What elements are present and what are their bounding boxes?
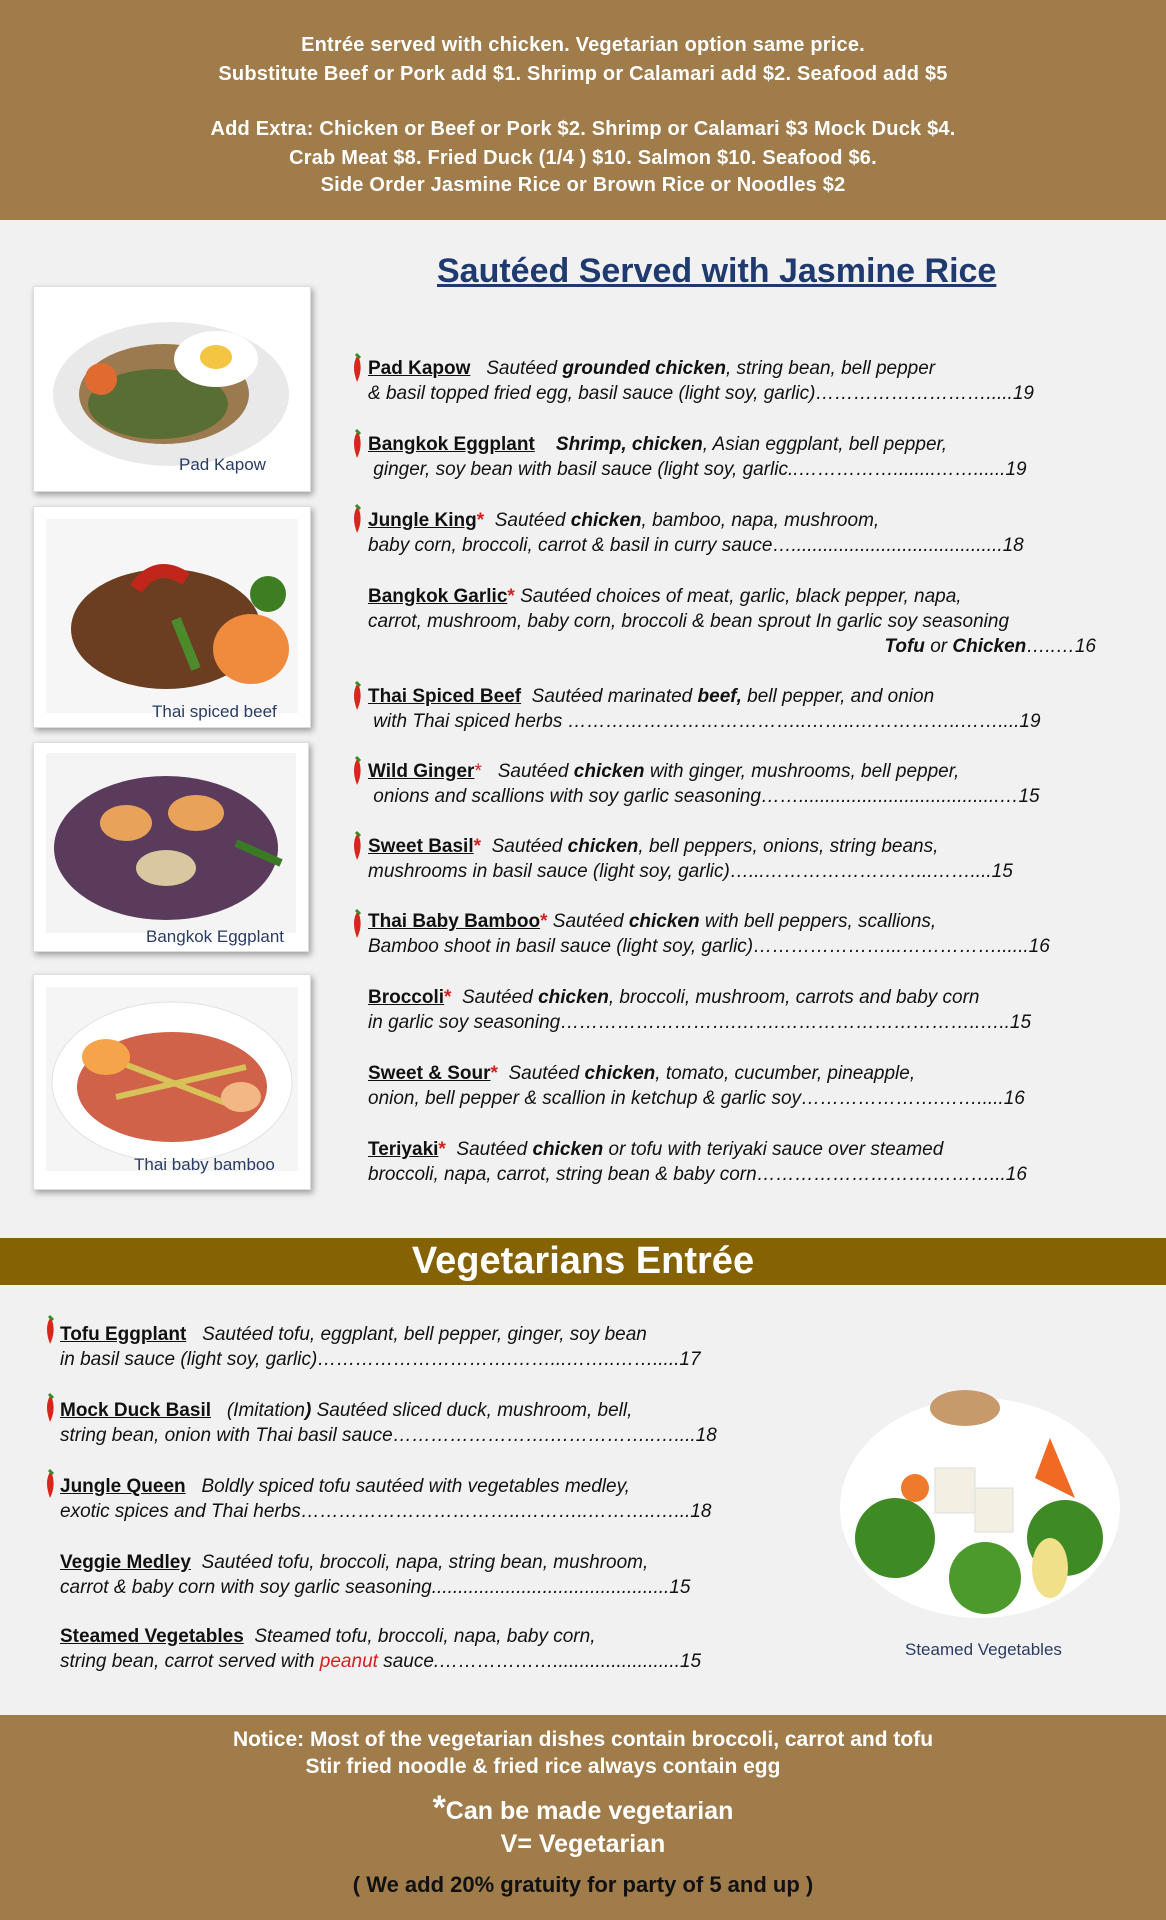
footer-notice-2: Stir fried noodle & fried rice always contain egg (305, 1755, 781, 1778)
item-name: Jungle Queen (60, 1476, 186, 1497)
footer-v-legend: V= Vegetarian (500, 1830, 666, 1858)
item-desc-line2: mushrooms in basil sauce (light soy, garlic)…...……………………...……....15 (368, 861, 1013, 882)
footer-vegetarian-note (0, 1789, 1166, 1828)
item-desc-line2: in basil sauce (light soy, garlic)………………………….……...……..…….....17 (60, 1349, 701, 1370)
item-name: Mock Duck Basil (60, 1400, 211, 1421)
item-desc: Sautéed tofu, broccoli, napa, string bean, mushroom, (201, 1552, 649, 1573)
photo-pad-kapow (33, 286, 311, 492)
vegetarian-section-title: Vegetarians Entrée (0, 1238, 1166, 1285)
menu-item-sweet-sour (368, 1061, 1025, 1111)
item-desc-line2: onions and scallions with soy garlic seasoning……......................................…15 (373, 786, 1040, 807)
vegetarian-star: * (474, 761, 482, 782)
item-desc: , broccoli, mushroom, carrots and baby corn (608, 987, 980, 1008)
item-desc: Sautéed (552, 911, 629, 932)
item-desc: Sautéed (491, 836, 568, 857)
chili-icon (347, 908, 367, 940)
item-desc-bold: Shrimp, chicken (555, 434, 703, 455)
item-desc-line3 (368, 634, 1096, 659)
item-desc-line2: carrot, mushroom, baby corn, broccoli & bean sprout In garlic soy seasoning (368, 611, 1010, 632)
item-desc: Sautéed (497, 761, 574, 782)
saute-section-title: Sautéed Served with Jasmine Rice (437, 252, 997, 290)
item-name: Teriyaki (368, 1139, 439, 1160)
item-desc-bold: Tofu (884, 636, 925, 657)
item-desc: Sautéed (462, 987, 539, 1008)
vegetarian-star: * (540, 911, 548, 932)
item-desc: , tomato, cucumber, pineapple, (655, 1063, 916, 1084)
footer-band (0, 1715, 1166, 1920)
menu-item-mock-duck-basil (60, 1398, 717, 1448)
menu-item-jungle-king (368, 508, 1024, 558)
chili-icon (347, 830, 367, 862)
item-desc: Steamed tofu, broccoli, napa, baby corn, (254, 1626, 596, 1647)
header-line-2: Substitute Beef or Pork add $1. Shrimp or Calamari add $2. Seafood add $5 (218, 63, 948, 85)
menu-item-wild-ginger (368, 759, 1040, 809)
item-desc-line2: string bean, onion with Thai basil sauce…………………….……………..…....18 (60, 1425, 717, 1446)
item-price: sauce.………………........................15 (377, 1651, 702, 1672)
vegetarian-star: * (444, 987, 452, 1008)
item-desc: , bell peppers, onions, string beans, (638, 836, 939, 857)
item-desc-bold: chicken (532, 1139, 604, 1160)
vegetarian-star: * (490, 1063, 498, 1084)
header-band (0, 0, 1166, 220)
menu-item-teriyaki (368, 1137, 1027, 1187)
item-desc-line2: baby corn, broccoli, carrot & basil in curry sauce…........................................18 (368, 535, 1024, 556)
menu-item-broccoli (368, 985, 1031, 1035)
item-desc-bold: chicken (570, 510, 642, 531)
menu-item-thai-baby-bamboo (368, 909, 1050, 959)
item-desc-line2: string bean, carrot served with (60, 1651, 320, 1672)
chili-icon (40, 1468, 60, 1500)
item-name: Veggie Medley (60, 1552, 191, 1573)
item-name: Bangkok Eggplant (368, 434, 535, 455)
item-desc-bold: chicken (584, 1063, 656, 1084)
header-line-1: Entrée served with chicken. Vegetarian option same price. (301, 34, 865, 56)
menu-item-tofu-eggplant (60, 1322, 701, 1372)
footer-vegetarian-text: Can be made vegetarian (445, 1797, 734, 1825)
item-desc: or (924, 636, 953, 657)
photo-caption: Steamed Vegetables (905, 1640, 1062, 1659)
item-desc: Sautéed (508, 1063, 585, 1084)
item-desc: Sautéed (486, 358, 563, 379)
footer-gratuity: ( We add 20% gratuity for party of 5 and up ) (352, 1872, 814, 1897)
item-name: Tofu Eggplant (60, 1324, 187, 1345)
item-desc-line2: broccoli, napa, carrot, string bean & baby corn……………………….………...16 (368, 1164, 1027, 1185)
footer-notice-1: Notice: Most of the vegetarian dishes contain broccoli, carrot and tofu (232, 1728, 934, 1751)
item-name: Thai Spiced Beef (368, 686, 522, 707)
item-name: Pad Kapow (368, 358, 471, 379)
photo-caption: Thai spiced beef (152, 702, 277, 721)
item-name: Thai Baby Bamboo (368, 911, 541, 932)
item-desc: , bamboo, napa, mushroom, (641, 510, 880, 531)
pad-kapow-image (46, 299, 296, 469)
item-desc-bold: chicken (573, 761, 645, 782)
item-desc-bold: chicken (538, 987, 609, 1008)
chili-icon (347, 680, 367, 712)
item-name: Bangkok Garlic (368, 586, 508, 607)
bangkok-eggplant-image (46, 753, 296, 933)
item-desc-line2: in garlic soy seasoning……………………….…….…………………………..…..15 (368, 1012, 1032, 1033)
steamed-vegetables-image (835, 1378, 1125, 1628)
item-desc-bold: ) (304, 1400, 312, 1421)
chili-icon (347, 755, 367, 787)
photo-bangkok-eggplant (33, 742, 309, 952)
item-desc: bell pepper, and onion (741, 686, 935, 707)
item-desc-bold: chicken (628, 911, 700, 932)
item-desc: Sautéed sliced duck, mushroom, bell, (311, 1400, 633, 1421)
vegetarian-star: * (507, 586, 515, 607)
item-name: Sweet Basil (368, 836, 474, 857)
chili-icon (40, 1314, 60, 1346)
item-desc-line2: carrot & baby corn with soy garlic seasoning.............................................15 (60, 1577, 691, 1598)
star-symbol: * (432, 1789, 446, 1827)
item-desc-line2: onion, bell pepper & scallion in ketchup & garlic soy………………….…….....16 (368, 1088, 1025, 1109)
item-desc-line2: with Thai spiced herbs ………………………………..……..……………..……....19 (373, 711, 1041, 732)
menu-item-jungle-queen (60, 1474, 711, 1524)
header-line-3: Add Extra: Chicken or Beef or Pork $2. Shrimp or Calamari $3 Mock Duck $4. (210, 118, 956, 140)
photo-caption: Thai baby bamboo (134, 1155, 275, 1174)
item-name: Steamed Vegetables (60, 1626, 244, 1647)
item-desc: Sautéed choices of meat, garlic, black pepper, napa, (520, 586, 962, 607)
photo-thai-baby-bamboo (33, 974, 311, 1190)
menu-item-sweet-basil (368, 834, 1013, 884)
item-desc: Sautéed (456, 1139, 533, 1160)
item-desc: Sautéed (494, 510, 571, 531)
thai-spiced-beef-image (46, 519, 298, 713)
photo-thai-spiced-beef (33, 506, 311, 728)
item-desc: Sautéed tofu, eggplant, bell pepper, ginger, soy bean (202, 1324, 647, 1345)
item-desc-line2: & basil topped fried egg, basil sauce (light soy, garlic)……………………….....19 (368, 383, 1034, 404)
item-desc-highlight: peanut (319, 1651, 378, 1672)
item-desc-line2: exotic spices and Thai herbs……………………………..………..………..…...18 (60, 1501, 712, 1522)
header-line-5: Side Order Jasmine Rice or Brown Rice or Noodles $2 (320, 174, 846, 196)
chili-icon (347, 428, 367, 460)
item-desc: or tofu with teriyaki sauce over steamed (603, 1139, 944, 1160)
item-desc: Boldly spiced tofu sautéed with vegetables medley, (201, 1476, 630, 1497)
item-desc: , Asian eggplant, bell pepper, (702, 434, 948, 455)
photo-steamed-vegetables (835, 1378, 1125, 1659)
menu-item-thai-spiced-beef (368, 684, 1041, 734)
menu-item-veggie-medley (60, 1550, 690, 1600)
menu-item-pad-kapow (368, 356, 1034, 406)
item-desc: (Imitation (226, 1400, 305, 1421)
menu-item-bangkok-eggplant (368, 432, 1027, 482)
item-price: …..…16 (1026, 636, 1096, 657)
item-name: Jungle King (368, 510, 477, 531)
item-desc-line2: ginger, soy bean with basil sauce (light soy, garlic..……………........……......19 (373, 459, 1027, 480)
photo-caption: Pad Kapow (179, 455, 266, 474)
item-desc-bold: chicken (567, 836, 639, 857)
item-desc: , string bean, bell pepper (725, 358, 936, 379)
item-name: Broccoli (368, 987, 445, 1008)
chili-icon (347, 352, 367, 384)
item-name: Sweet & Sour (368, 1063, 491, 1084)
item-desc-bold: beef, (697, 686, 742, 707)
photo-caption: Bangkok Eggplant (146, 927, 284, 946)
item-desc-bold: grounded chicken (562, 358, 726, 379)
vegetarian-star: * (473, 836, 482, 857)
menu-item-bangkok-garlic (368, 584, 1096, 659)
vegetarian-star: * (438, 1139, 446, 1160)
chili-icon (347, 503, 367, 535)
item-name: Wild Ginger (368, 761, 475, 782)
vegetarian-star: * (476, 510, 485, 531)
item-desc: with ginger, mushrooms, bell pepper, (644, 761, 960, 782)
item-desc: with bell peppers, scallions, (699, 911, 937, 932)
chili-icon (40, 1392, 60, 1424)
item-desc: Sautéed marinated (531, 686, 698, 707)
menu-item-steamed-vegetables (60, 1624, 701, 1674)
header-line-4: Crab Meat $8. Fried Duck (1/4 ) $10. Salmon $10. Seafood $6. (289, 147, 877, 169)
item-desc-bold: Chicken (952, 636, 1027, 657)
item-desc-line2: Bamboo shoot in basil sauce (light soy, garlic)…………………...……………......16 (368, 936, 1050, 957)
thai-baby-bamboo-image (46, 987, 298, 1171)
